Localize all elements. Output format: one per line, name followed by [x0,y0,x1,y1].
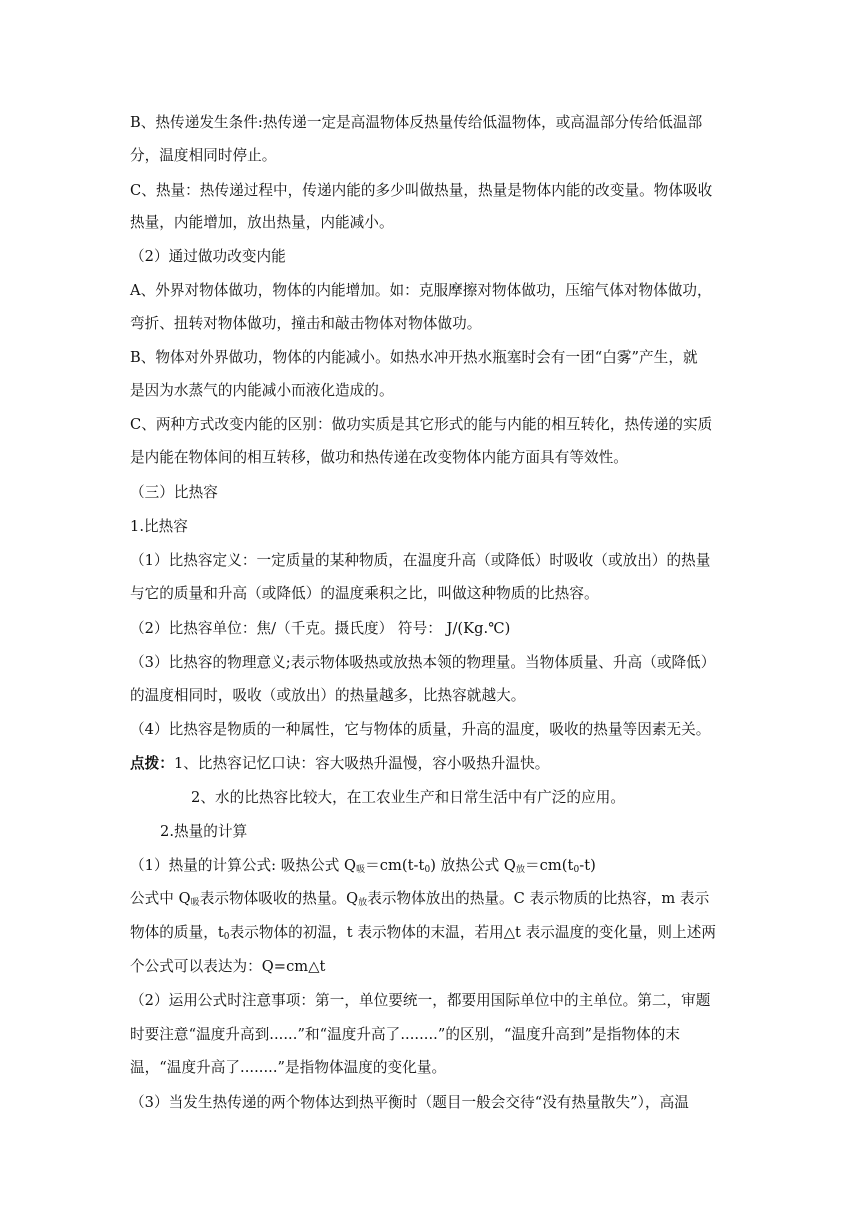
paragraph-line: （2）运用公式时注意事项：第一，单位要统一，都要用国际单位中的主单位。第二，审题 [130,992,711,1009]
subscript: 放 [515,865,526,875]
subscript: 0 [573,865,580,875]
formula-text: （1）热量的计算公式: 吸热公式 Q [130,857,357,874]
subsection-heading: 1.比热容 [130,518,188,535]
subscript: 0 [424,865,431,875]
tip-text: 1、比热容记忆口诀：容大吸热升温慢，容小吸热升温快。 [173,755,550,772]
paragraph-line: B、物体对外界做功，物体的内能减小。如热水冲开热水瓶塞时会有一团“白雾”产生，就 [130,349,698,366]
paragraph-line: 弯折、扭转对物体做功，撞击和敲击物体对物体做功。 [130,315,482,332]
paragraph-line: 时要注意“温度升高到......”和“温度升高了........”的区别，“温度升高到”是指物体的末 [130,1026,681,1043]
text: 表示物体放出的热量。C 表示物质的比热容，m 表示 [367,890,710,907]
subsection-heading: 2.热量的计算 [160,823,248,840]
formula-text: -t) [579,857,596,874]
subscript: 吸 [190,898,200,908]
paragraph-line: C、热量：热传递过程中，传递内能的多少叫做热量，热量是物体内能的改变量。物体吸收 [130,182,713,199]
formula-text: ＝cm(t-t [365,857,425,874]
formula-line [130,856,740,880]
tip-label: 点拨： [130,755,174,772]
text: 表示物体的初温，t 表示物体的末温，若用△t 表示温度的变化量，则上述两 [229,924,717,941]
paragraph-line: 是内能在物体间的相互转移，做功和热传递在改变物体内能方面具有等效性。 [130,449,628,466]
tip-line: 2、水的比热容比较大，在工农业生产和日常生活中有广泛的应用。 [191,789,626,806]
section-heading: （2）通过做功改变内能 [130,248,286,265]
paragraph-line: 的温度相同时，吸收（或放出）的热量越多，比热容就越大。 [130,687,526,704]
paragraph-line: （3）当发生热传递的两个物体达到热平衡时（题目一般会交待“没有热量散失”），高温 [130,1094,689,1111]
subscript: 放 [358,898,368,908]
paragraph-line: 是因为水蒸气的内能减小而液化造成的。 [130,382,394,399]
paragraph-line: B、热传递发生条件:热传递一定是高温物体反热量传给低温物体，或高温部分传给低温部 [130,114,703,131]
paragraph-line [130,889,740,913]
text: 公式中 Q [130,890,191,907]
paragraph-line: 个公式可以表达为：Q=cm△t [130,958,326,975]
paragraph-line: （1）比热容定义：一定质量的某种物质，在温度升高（或降低）时吸收（或放出）的热量 [130,552,711,569]
formula-text: ) 放热公式 Q [430,857,516,874]
text: 物体的质量，t [130,924,224,941]
tip-line [130,754,740,774]
paragraph-line [130,923,740,947]
paragraph-line: 热量，内能增加，放出热量，内能减小。 [130,214,394,231]
paragraph-line: 温，“温度升高了........”是指物体温度的变化量。 [130,1059,447,1076]
paragraph-line: （2）比热容单位：焦/（千克。摄氏度） 符号： J/(Kg.℃) [130,620,511,637]
section-heading: （三）比热容 [130,484,218,501]
subscript: 吸 [356,865,366,875]
paragraph-line: 与它的质量和升高（或降低）的温度乘积之比，叫做这种物质的比热容。 [130,585,599,602]
text: 表示物体吸收的热量。Q [199,890,359,907]
paragraph-line: A、外界对物体做功，物体的内能增加。如：克服摩擦对物体做功，压缩气体对物体做功， [130,282,712,299]
paragraph-line: 分，温度相同时停止。 [130,147,277,164]
subscript: 0 [223,932,230,942]
paragraph-line: C、两种方式改变内能的区别：做功实质是其它形式的能与内能的相互转化，热传递的实质 [130,416,713,433]
paragraph-line: （3）比热容的物理意义;表示物体吸热或放热本领的物理量。当物体质量、升高（或降低） [130,654,716,671]
formula-text: ＝cm(t [525,857,574,874]
paragraph-line: （4）比热容是物质的一种属性，它与物体的质量，升高的温度，吸收的热量等因素无关。 [130,721,711,738]
